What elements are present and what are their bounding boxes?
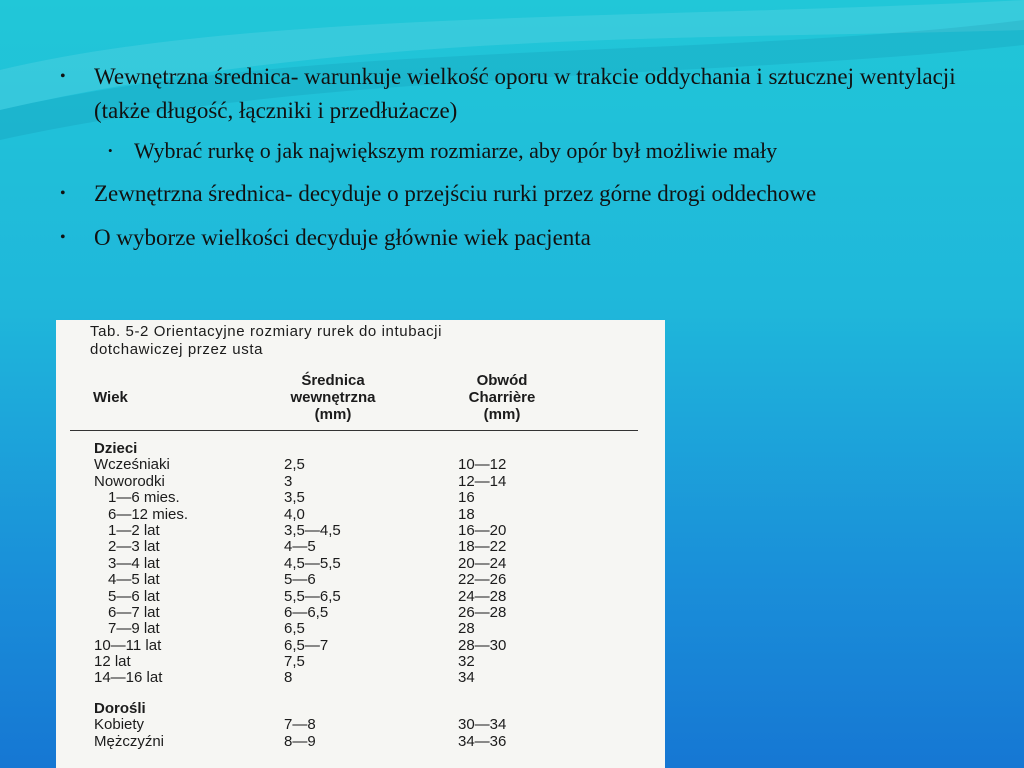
table-caption — [90, 323, 442, 359]
table-row — [94, 589, 654, 605]
bullet-text: Wewnętrzna średnica- warunkuje wielkość oporu w trakcie oddychania i sztucznej wentylacji (także długość, łączniki i przedłużacze) — [94, 64, 956, 123]
cell-srednica: 6,5 — [284, 620, 305, 638]
column-header-wiek: Wiek — [93, 389, 128, 406]
slide-content — [56, 60, 976, 265]
section-label: Dorośli — [94, 699, 146, 717]
table-caption-line: dotchawiczej przez usta — [90, 341, 264, 358]
cell-wiek: 4—5 lat — [108, 571, 160, 589]
bullet-text: Zewnętrzna średnica- decyduje o przejściu rurki przez górne drogi oddechowe — [94, 181, 817, 206]
table-row — [94, 556, 654, 572]
header-line: Obwód — [476, 372, 528, 389]
column-header-srednica — [258, 372, 408, 423]
table-header — [90, 368, 640, 434]
cell-srednica: 6,5—7 — [284, 636, 329, 654]
cell-srednica: 8 — [284, 669, 293, 687]
cell-wiek: 12 lat — [94, 653, 131, 671]
table-row — [94, 717, 654, 733]
table-body — [94, 441, 654, 750]
scanned-table-image — [56, 320, 665, 768]
cell-wiek: 6—7 lat — [108, 603, 160, 621]
cell-wiek: 1—6 mies. — [108, 489, 180, 507]
cell-srednica: 7,5 — [284, 653, 305, 671]
cell-wiek: 5—6 lat — [108, 587, 160, 605]
cell-srednica: 2,5 — [284, 456, 305, 474]
cell-wiek: 1—2 lat — [108, 521, 160, 539]
cell-obwod: 26—28 — [458, 603, 507, 621]
bullet-icon: • — [60, 229, 66, 246]
table-row — [94, 621, 654, 637]
cell-obwod: 34 — [458, 669, 475, 687]
cell-wiek: 3—4 lat — [108, 554, 160, 572]
cell-srednica: 3,5—4,5 — [284, 521, 341, 539]
cell-wiek: Wcześniaki — [94, 456, 170, 474]
header-divider — [70, 430, 638, 431]
header-line: Średnica — [301, 372, 365, 389]
cell-obwod: 12—14 — [458, 472, 507, 490]
table-row — [94, 474, 654, 490]
cell-wiek: 2—3 lat — [108, 538, 160, 556]
cell-srednica: 4,0 — [284, 505, 305, 523]
cell-wiek: 14—16 lat — [94, 669, 163, 687]
table-row — [94, 490, 654, 506]
cell-obwod: 10—12 — [458, 456, 507, 474]
table-row — [94, 605, 654, 621]
bullet-item — [56, 60, 976, 128]
cell-obwod: 18 — [458, 505, 475, 523]
cell-srednica: 5—6 — [284, 571, 316, 589]
cell-wiek: 7—9 lat — [108, 620, 160, 638]
cell-srednica: 5,5—6,5 — [284, 587, 341, 605]
bullet-icon: • — [60, 185, 66, 202]
bullet-item — [56, 221, 976, 255]
cell-obwod: 30—34 — [458, 716, 507, 734]
cell-wiek: 6—12 mies. — [108, 505, 189, 523]
cell-obwod: 32 — [458, 653, 475, 671]
table-row — [94, 654, 654, 670]
adult-rows — [94, 717, 654, 750]
table-row — [94, 638, 654, 654]
cell-wiek: Mężczyźni — [94, 732, 165, 750]
cell-wiek: 10—11 lat — [94, 636, 162, 654]
table-row — [94, 734, 654, 750]
section-label: Dzieci — [94, 440, 138, 457]
cell-obwod: 28 — [458, 620, 475, 638]
table-row — [94, 572, 654, 588]
bullet-text: O wyborze wielkości decyduje głównie wiek pacjenta — [94, 225, 591, 250]
cell-wiek: Kobiety — [94, 716, 145, 734]
table-row — [94, 507, 654, 523]
table-row — [94, 670, 654, 686]
table-row — [94, 539, 654, 555]
header-line: (mm) — [314, 406, 352, 423]
cell-obwod: 20—24 — [458, 554, 507, 572]
table-caption-line: Tab. 5-2 Orientacyjne rozmiary rurek do intubacji — [90, 323, 443, 340]
cell-wiek: Noworodki — [94, 472, 165, 490]
bullet-icon: • — [60, 68, 66, 85]
column-header-obwod — [442, 372, 562, 423]
header-line: wewnętrzna — [290, 389, 376, 406]
cell-srednica: 6—6,5 — [284, 603, 329, 621]
bullet-icon: • — [108, 143, 113, 158]
table-row — [94, 457, 654, 473]
table-row — [94, 523, 654, 539]
children-rows — [94, 457, 654, 686]
cell-srednica: 3,5 — [284, 489, 305, 507]
cell-srednica: 8—9 — [284, 732, 316, 750]
bullet-item — [56, 177, 976, 211]
header-line: Charrière — [468, 389, 536, 406]
cell-srednica: 4—5 — [284, 538, 316, 556]
cell-obwod: 16—20 — [458, 521, 507, 539]
cell-srednica: 7—8 — [284, 716, 316, 734]
cell-srednica: 4,5—5,5 — [284, 554, 341, 572]
cell-obwod: 34—36 — [458, 732, 507, 750]
header-line: (mm) — [483, 406, 521, 423]
cell-obwod: 24—28 — [458, 587, 507, 605]
sub-bullet-item — [56, 134, 976, 167]
cell-obwod: 22—26 — [458, 571, 507, 589]
bullet-text: Wybrać rurkę o jak największym rozmiarze, aby opór był możliwie mały — [134, 138, 778, 163]
cell-obwod: 16 — [458, 489, 475, 507]
cell-srednica: 3 — [284, 472, 293, 490]
cell-obwod: 18—22 — [458, 538, 507, 556]
cell-obwod: 28—30 — [458, 636, 507, 654]
